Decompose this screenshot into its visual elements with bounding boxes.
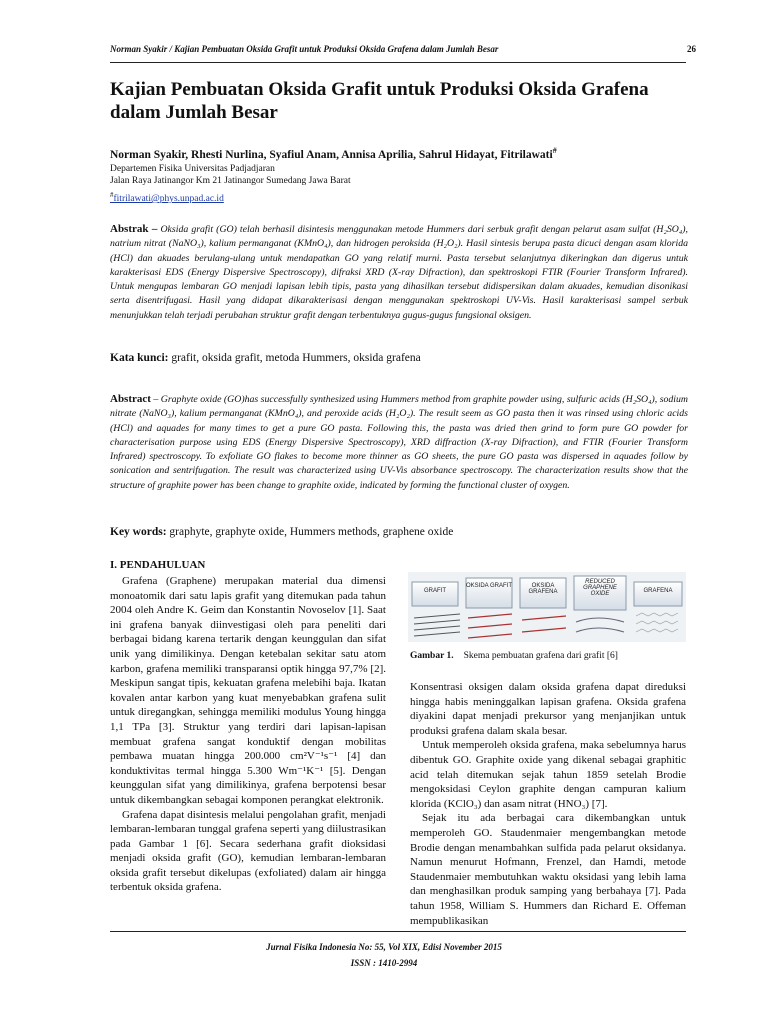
email-link[interactable] [110,191,224,204]
figure-caption-label: Gambar 1. [410,651,454,661]
abstrak-label: Abstrak – [110,223,158,235]
kata-kunci [110,352,421,364]
abstrak-text: Oksida grafit (GO) telah berhasil disintesis menggunakan metode Hummers dari serbuk grafit dengan pelarut asam sulfat (H₂SO₄), natrium nitrat (NaNO₃), kalium permanganat (KMnO₄), dan hidrogen peroksida (H₂O₂). Hasil sintesis berupa pasta dicuci dengan asam klorida (HCl) dan akuades berulang-ulang untuk mendapatkan GO yang relatif murni. Pasta tersebut selanjutnya dikeringkan dan digerus untuk karakterisasi EDS (Energy Dispersive Spectroscopy), difraksi XRD (X-ray Difraction), dan spektroskopi FTIR (Fourier Transform Infrared). Untuk mengupas lembaran GO menjadi lapisan lebih tipis, pasta yang dihasilkan tersebut didispersikan dalam akuades, kemudian disonikasi serta disentrifugasi. Hasil yang didapat dikarakterisasi dengan menggunakan spektroskopi UV-Vis. Hasil karakterisasi sampel serbuk menunjukkan telah terjadi perubahan struktur grafit dengan terbentuknya gugus-gugus fungsional oksigen. [110,224,688,321]
abstract-label: Abstract [110,393,151,405]
abstract-text: – Graphyte oxide (GO)has successfully synthesized using Hummers method from graphite powder using, sulfuric acids (H₂SO₄), sodium nitrate (NaNO₃), kalium permanganat (KMnO₄), and peroxide acids (H₂O₂). The result seem as GO pasta then it was rinsed using chloric acids (HCl) and aquades for many times to get a pure GO pasta. Following this, the pasta was dried then grind to form pure GO powder for characterisation purpose using EDS (Energy Dispersive Spectroscopy), XRD diffraction (X-ray Difraction), and FTIR (Fourier Transform Infrared) spectroscopy. To exfoliate GO flakes to become more thinner as GO sheets, the pure GO pasta was dispersed in aquades follow by sonication and sentrifugation. The result was characterized using UV-Vis absorbance spectroscopy. The characterization results show that the structure of graphite power has been change to graphite oxide, indicated by forming the functional cluster of oxygen. [110,394,688,491]
header-divider [110,62,686,63]
figure-1 [408,572,686,642]
paper-title: Kajian Pembuatan Oksida Grafit untuk Produksi Oksida Grafena dalam Jumlah Besar [110,79,649,123]
kata-kunci-text: grafit, oksida grafit, metoda Hummers, oksida grafena [171,352,421,364]
kata-kunci-label: Kata kunci: [110,352,169,364]
running-header-text: Norman Syakir / Kajian Pembuatan Oksida Grafit untuk Produksi Oksida Grafena dalam Jumlah Besar [110,44,499,54]
authors-text: Norman Syakir, Rhesti Nurlina, Syafiul Anam, Annisa Aprilia, Sahrul Hidayat, Fitrilawati [110,148,553,161]
affiliation-address: Jalan Raya Jatinangor Km 21 Jatinangor Sumedang Jawa Barat [110,176,351,186]
stage-label-reduced: REDUCED GRAPHENE OXIDE [583,579,617,597]
figure-caption [410,651,618,661]
page-number: 26 [687,44,696,54]
right-paragraph: Untuk memperoleh oksida grafena, maka sebelumnya harus dibentuk GO. Graphite oxide yang dikenal sebagai graphitic acid telah ditemukan sejak tahun 1859 setelah Brodie mengoksidasi Ceylon graphite dengan campuran kalium klorida (KClO₃) dan asam nitrat (HNO₃) [7]. [410,739,686,810]
section-heading: I. PENDAHULUAN [110,559,206,571]
right-paragraph: Konsentrasi oksigen dalam oksida grafena dapat direduksi hingga habis meninggalkan lapisan grafena. Oksida grafena diyakini dapat menjadi prekursor yang menjanjikan untuk produksi grafena dalam skala besar. [410,681,686,737]
authors-mark: # [552,146,557,155]
left-column [110,574,386,895]
left-paragraph: Grafena (Graphene) merupakan material dua dimensi monoatomik dari satu lapis grafit yang ditemukan pada tahun 2004 oleh Andre K. Geim dan Konstantin Novoselov [1]. Saat ini grafena banyak diinvestigasi oleh para peneliti dari berbagai bidang karena tertarik dengan keunggulan dan sifat unik yang dimilikinya. Dengan ketebalan sekitar satu atom karbon, grafena memiliki transparansi optik hingga 97,7% [2]. Meskipun sangat tipis, kekuatan grafena melebihi baja. Ikatan kovalen antar karbon yang kuat menyebabkan grafena sulit untuk diregangkan, sehingga memiliki modulus Young hingga 1,1 TPa [3]. Struktur yang terdiri dari lapisan-lapisan membuat grafena sangat konduktif dengan mobilitas pembawa muatan hingga 200.000 cm²V⁻¹s⁻¹ [4] dan konduktivitas termal hingga 5.300 Wm⁻¹K⁻¹ [5]. Dengan keunggulan sifat yang dimilikinya, grafena berpotensi besar untuk dikembangkan sebagai komponen perangkat elektronik. [110,575,386,806]
running-header [110,44,696,54]
stage-label-oksida-grafit: OKSIDA GRAFIT [466,583,513,589]
author-list [110,146,690,161]
keywords-text: graphyte, graphyte oxide, Hummers methods, graphene oxide [169,526,454,538]
figure-caption-text: Skema pembuatan grafena dari grafit [6] [463,651,618,661]
abstrak-block [110,222,688,323]
left-paragraph: Grafena dapat disintesis melalui pengolahan grafit, menjadi lembaran-lembaran tunggal grafena seperti yang diilustrasikan pada Gambar 1 [6]. Secara sederhana grafit dioksidasi menjadi oksida grafit (GO), kemudian lembaran-lembaran oksida grafit tersebut dikelupas (exfoliated) dalam air hingga terbentuk oksida grafena. [110,808,386,894]
abstract-block [110,392,688,493]
footer-divider [110,931,686,932]
stage-label-grafena: GRAFENA [643,588,673,594]
keywords [110,526,453,538]
email-text: fitrilawati@phys.unpad.ac.id [113,194,224,205]
keywords-label: Key words: [110,526,167,538]
journal-footer: Jurnal Fisika Indonesia No: 55, Vol XIX, Edisi November 2015 [266,942,502,952]
stage-label-grafit: GRAFIT [424,588,446,594]
right-paragraph: Sejak itu ada berbagai cara dikembangkan untuk memperoleh GO. Staudenmaier mengembangkan metode Brodie dengan menambahkan sulfida pada pelarut oksidanya. Namun menurut Hofmann, Frenzel, dan Hamdi, metode Staudenmaier membutuhkan waktu oksidasi yang lebih lama dan menghasilkan produk samping yang berbahaya [7]. Pada tahun 1958, William S. Hummers dan Richard E. Offeman mempublikasikan [410,812,686,927]
stage-box-grafit [412,582,458,606]
email-mark: # [110,191,114,199]
right-column [410,680,686,928]
stage-box-grafena [634,582,682,606]
issn-footer: ISSN : 1410-2994 [350,958,418,968]
affiliation-dept: Departemen Fisika Universitas Padjadjaran [110,164,275,174]
stage-label-oksida-grafena: OKSIDA GRAFENA [528,583,558,595]
